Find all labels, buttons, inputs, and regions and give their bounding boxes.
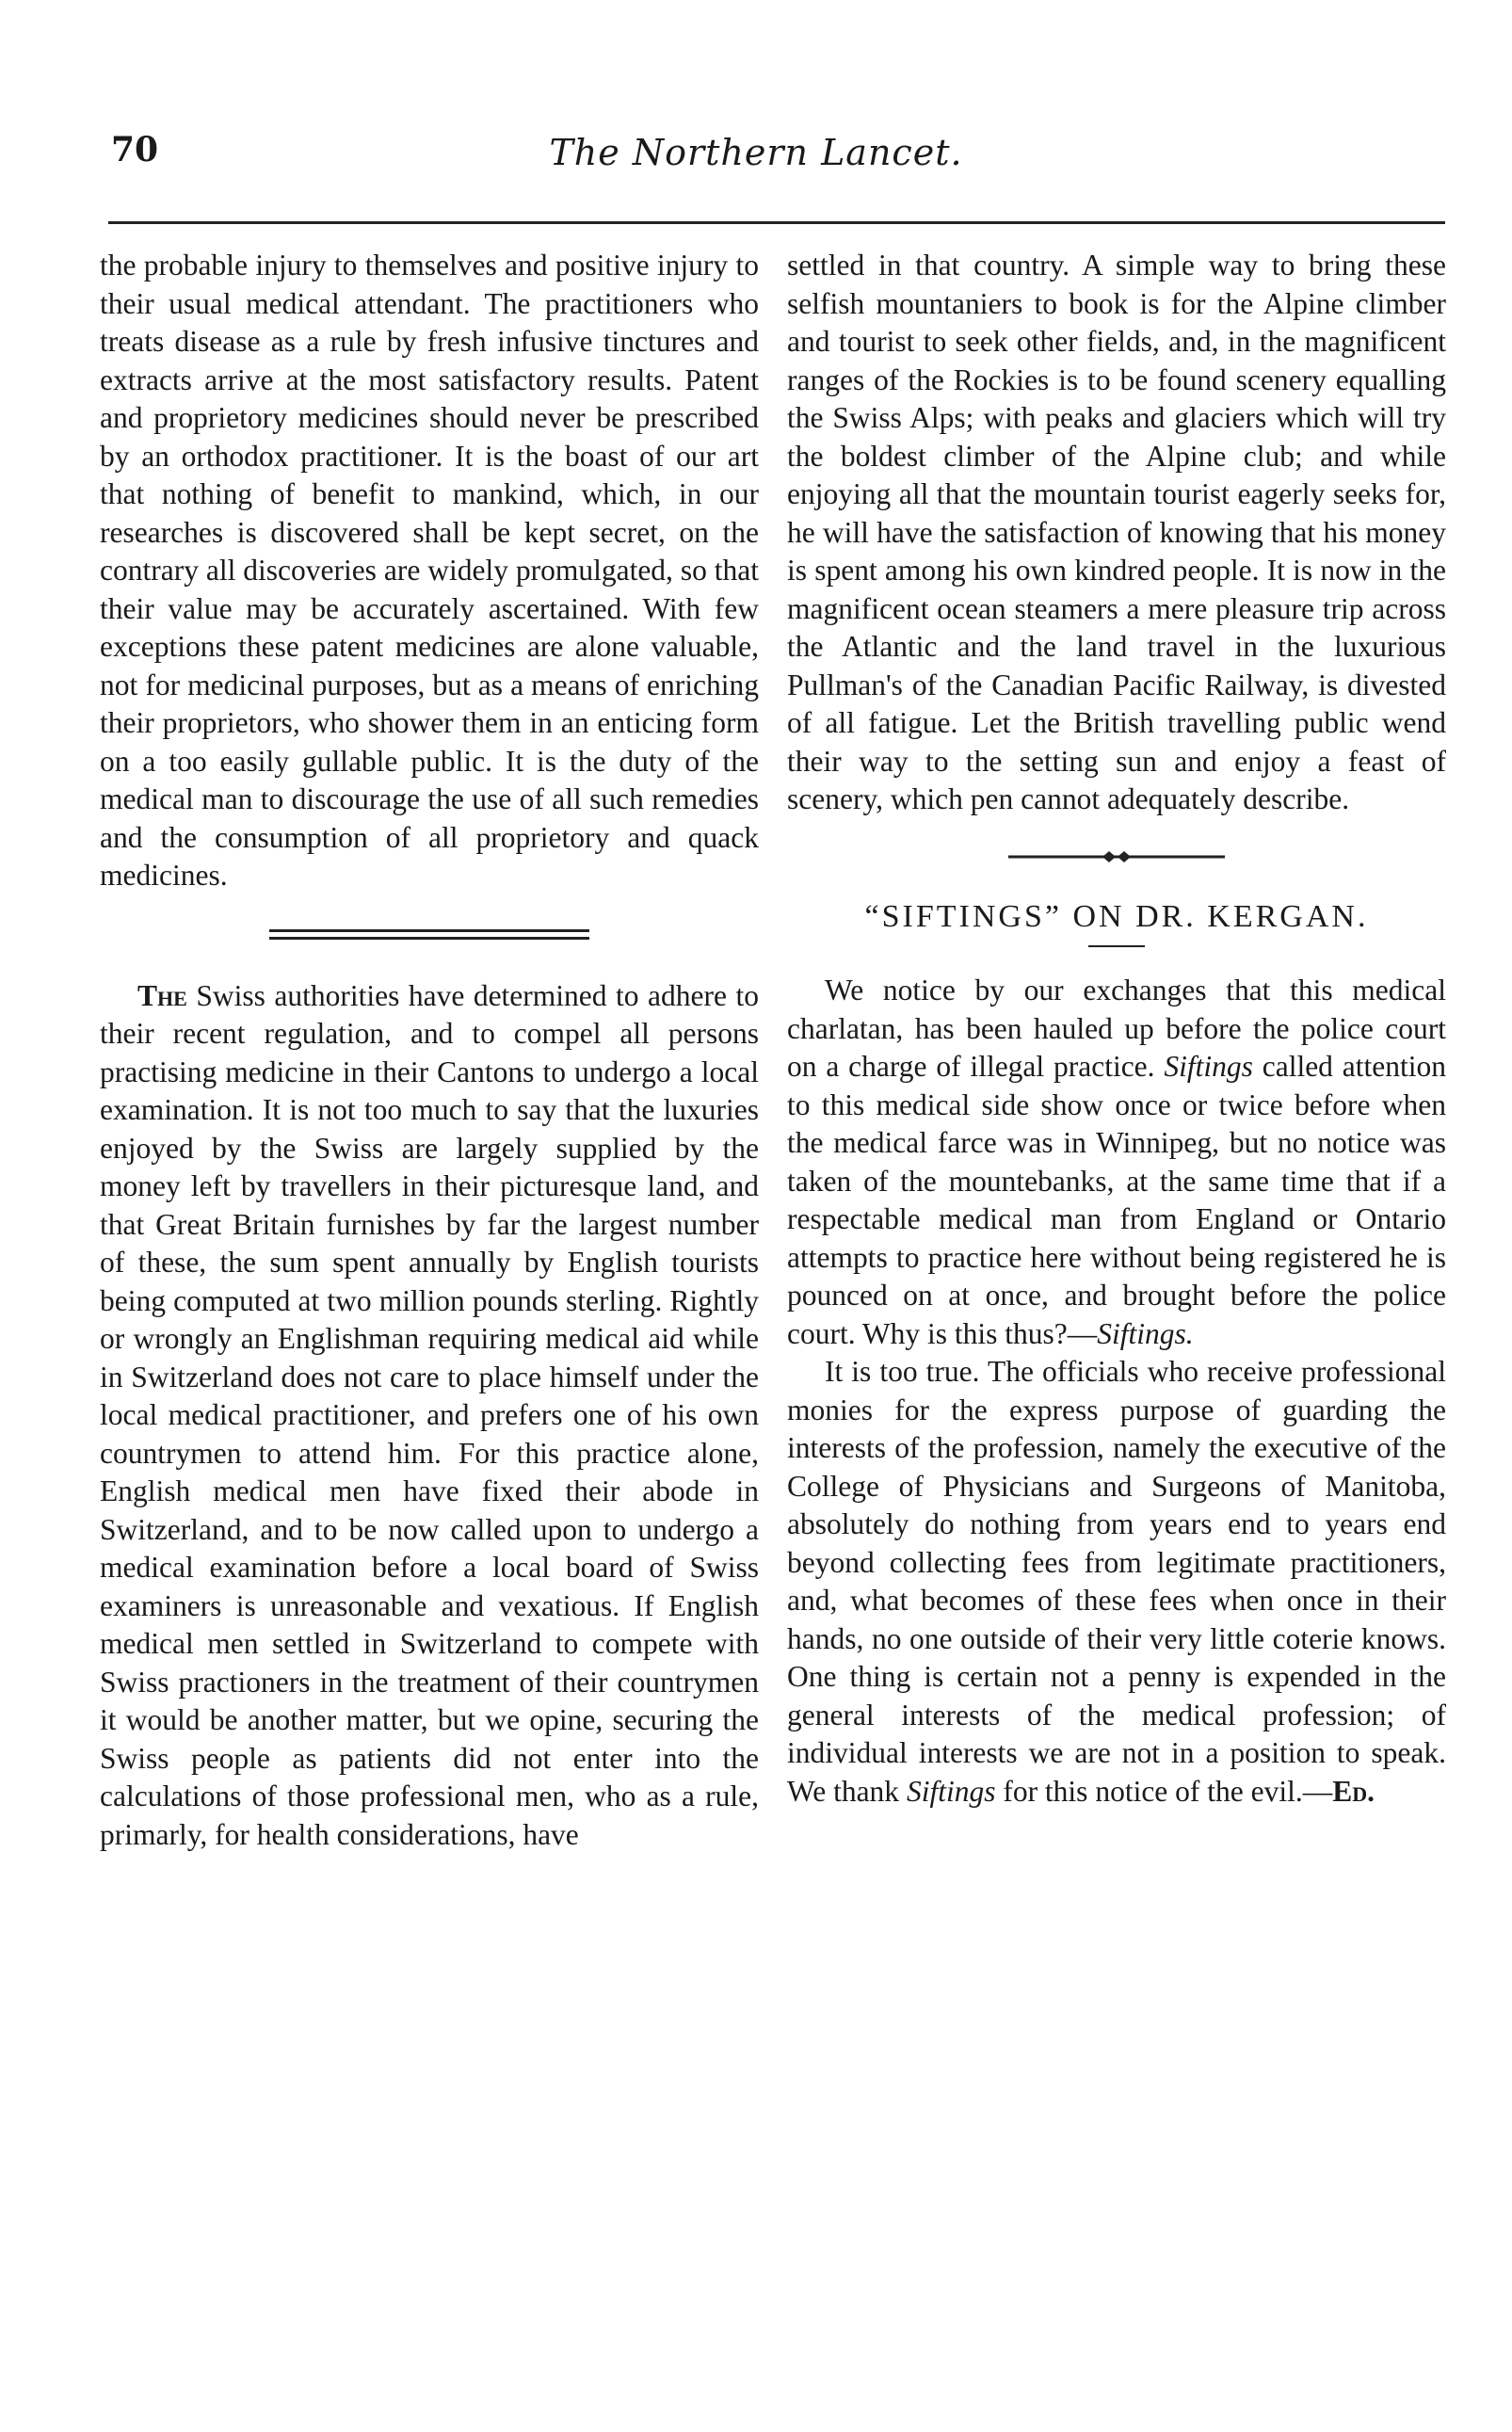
header-rule (108, 221, 1445, 224)
ornament-rule-icon (1008, 849, 1225, 864)
swiss-article-continued: settled in that country. A simple way to bring these selfish mountaniers to book is for the Alpine climber and tourist to seek other fields, and, in the magnificent ranges of the Rockies is to be found scenery equalling the Swiss Alps; with peaks and glaciers which will try the boldest climber of the Alpine club; and while enjoying all that the mountain tourist eagerly seeks for, he will have the satisfaction of knowing that his money is spent among his own kindred people. It is now in the magnificent ocean steamers a mere pleasure trip across the Atlantic and the land travel in the luxurious Pullman's of the Canadian Pacific Railway, is divested of all fatigue. Let the British travelling public wend their way to the setting sun and enjoy a feast of scenery, which pen cannot adequately describe. (787, 249, 1446, 815)
lead-word: The (137, 978, 187, 1012)
swiss-article-text: Swiss authorities have determined to adhere to their recent regulation, and to compel all persons practising medicine in their Cantons to undergo a local examination. It is not too much to say that the luxuries enjoyed by the Swiss are largely supplied by the money left by travellers in their picturesque land, and that Great Britain furnishes by far the largest number of these, the sum spent annually by English tourists being computed at two million pounds sterling. Rightly or wrongly an Englishman requiring medical aid while in Switzerland does not care to place himself under the local medical practitioner, and prefers one of his own countrymen to attend him. For this practice alone, English medical men have fixed their abode in Switzerland, and to be now called upon to undergo a medical examination before a local board of Swiss examiners is unreasonable and vexatious. If English medical men settled in Switzerland to compete with Swiss practioners in the treatment of their countrymen it would be another matter, but we opine, securing the Swiss people as patients did not enter into the calculations of those professional men, who as a rule, primarly, for health considerations, have (100, 978, 759, 1851)
left-column (100, 247, 759, 1854)
right-column (787, 247, 1446, 1811)
page-number: 70 (111, 130, 159, 169)
editorial-text-a: It is too true. The officials who receive professional monies for the express purpose of guarding the interests of the profession, namely the executive of the College of Physicians and Surgeons of Manitoba, absolutely do nothing from years end to years end beyond collecting fees from legitimate practitioners, and, what becomes of these fees when once in their hands, no one outside of their very little coterie knows. One thing is certain not a penny is expended in the general interests of the medical profession; of individual interests we are not in a position to speak. We thank (787, 1355, 1446, 1808)
swiss-article-paragraph (100, 977, 759, 1855)
continued-paragraph: the probable injury to themselves and positive injury to their usual medical attendant. The practitioners who treats disease as a rule by fresh infusive tinctures and extracts arrive at the most satisfactory results. Patent and proprietory medicines should never be prescribed by an orthodox practitioner. It is the boast of our art that nothing of benefit to mankind, which, in our researches is discovered shall be kept secret, on the contrary all discoveries are widely promulgated, so that their value may be accurately ascertained. With few exceptions these patent medicines are alone valuable, not for medicinal purposes, but as a means of enriching their proprietors, who shower them in an enticing form on a too easily gullable public. It is the duty of the medical man to discourage the use of all such remedies and the consumption of all proprietory and quack medicines. (100, 249, 759, 892)
quote-text-b: called attention to this medical side show once or twice before when the medical farce was in Winnipeg, but no notice was taken of the mountebanks, at the same time that if a respectable medical man from England or Ontario attempts to practice here without being registered he is pounced on at once, and brought before the police court. Why is this thus?— (787, 1050, 1446, 1350)
editorial-text-b: for this notice of the evil.— (995, 1774, 1333, 1808)
editor-signature: Ed. (1332, 1774, 1375, 1808)
quote-source: Siftings. (1097, 1316, 1194, 1350)
editorial-paragraph (787, 1353, 1446, 1811)
siftings-name-2: Siftings (906, 1774, 996, 1808)
quote-text-a: We notice by our exchanges that this medical charlatan, has been hauled up before the police court on a charge of illegal practice. (787, 974, 1446, 1083)
title-rule (1088, 945, 1145, 947)
siftings-quote-paragraph (787, 972, 1446, 1353)
running-title: The Northern Lancet. (549, 132, 963, 173)
article-title: “SIFTINGS” ON DR. KERGAN. (864, 898, 1369, 934)
section-divider (269, 929, 589, 940)
siftings-name: Siftings (1164, 1050, 1253, 1083)
ornament-divider (787, 849, 1446, 864)
